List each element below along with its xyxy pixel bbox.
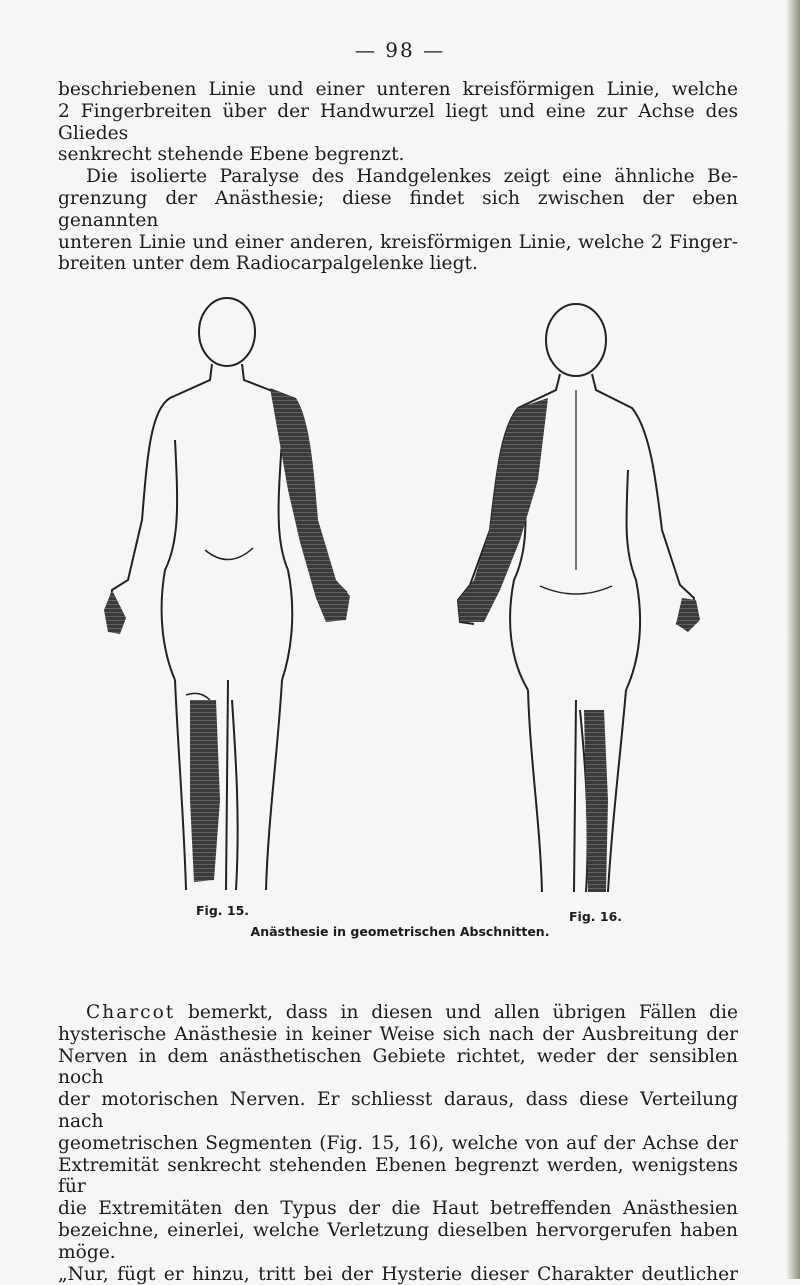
hand-outline xyxy=(676,598,700,632)
text-line xyxy=(58,1002,738,1024)
bottom-paragraph xyxy=(58,1002,738,1285)
anesthesia-zone-leg xyxy=(190,700,220,882)
page-number: — 98 — xyxy=(354,38,446,62)
text-line: 2 Fingerbreiten über der Handwurzel liegt und eine zur Achse des Gliedes xyxy=(58,100,738,144)
text-line: „Nur, fügt er hinzu, tritt bei der Hysterie dieser Charakter deutlicher xyxy=(58,1263,738,1285)
body-outline-figures xyxy=(0,280,800,900)
text-line: bezeichne, einerlei, welche Verletzung dieselben hervorgerufen haben möge. xyxy=(58,1219,738,1263)
figure-16-label: Fig. 16. xyxy=(569,909,623,924)
text-line: hysterische Anästhesie in keiner Weise sich nach der Ausbreitung der xyxy=(58,1023,738,1045)
top-paragraph xyxy=(58,79,738,275)
text-line: unteren Linie und einer anderen, kreisförmigen Linie, welche 2 Finger- xyxy=(58,231,738,253)
text-line: breiten unter dem Radiocarpalgelenke liegt. xyxy=(58,253,478,275)
text-line: geometrischen Segmenten (Fig. 15, 16), welche von auf der Achse der xyxy=(58,1132,738,1154)
anesthesia-zone-leg xyxy=(584,710,608,892)
text-fragment: bemerkt, dass in diesen und allen übrigen Fällen die xyxy=(187,1002,738,1023)
text-line: senkrecht stehende Ebene begrenzt. xyxy=(58,144,405,166)
text-line: grenzung der Anästhesie; diese findet sich zwischen der eben genannten xyxy=(58,187,738,231)
figure-caption: Anästhesie in geometrischen Abschnitten. xyxy=(250,924,550,939)
text-line: Die isolierte Paralyse des Handgelenkes zeigt eine ähnliche Be- xyxy=(86,166,738,188)
figure-15-label: Fig. 15. xyxy=(196,903,250,918)
hand-outline xyxy=(104,590,126,634)
text-line: der motorischen Nerven. Er schliesst daraus, dass diese Verteilung nach xyxy=(58,1089,738,1132)
anatomical-figure xyxy=(0,280,800,900)
text-line: Nerven in dem anästhetischen Gebiete richtet, weder der sensiblen noch xyxy=(58,1045,738,1089)
anesthesia-zone-arm xyxy=(270,388,350,622)
text-line: beschriebenen Linie und einer unteren kreisförmigen Linie, welche xyxy=(58,79,738,100)
author-name: Charcot xyxy=(86,1002,176,1023)
text-line: Extremität senkrecht stehenden Ebenen begrenzt werden, wenigstens für xyxy=(58,1154,738,1198)
front-view-body xyxy=(110,298,346,890)
text-line: die Extremitäten den Typus der die Haut betreffenden Anästhesien xyxy=(58,1198,738,1220)
anesthesia-zone-arm xyxy=(458,398,548,622)
